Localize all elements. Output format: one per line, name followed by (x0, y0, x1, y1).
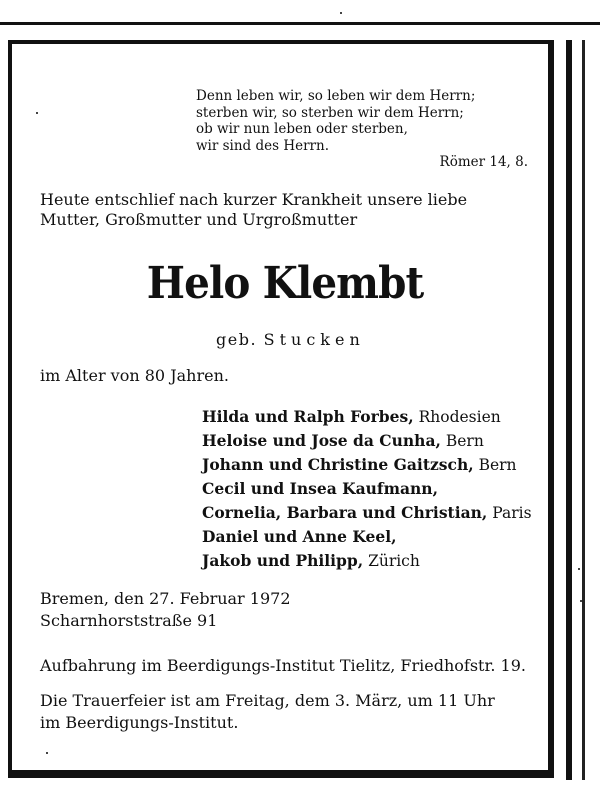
mourner-names: Johann und Christine Gaitzsch, (202, 455, 474, 474)
place-and-date (40, 588, 291, 632)
verse-line: wir sind des Herrn. (196, 137, 329, 154)
mourner-entry (202, 525, 532, 549)
verse-line: ob wir nun leben oder sterben, (196, 121, 408, 137)
mourner-entry (202, 549, 532, 573)
deceased-name: Helo Klembt (146, 258, 424, 309)
service-line-1: Die Trauerfeier ist am Freitag, dem 3. März, um 11 Uhr (40, 691, 495, 710)
bible-verse (196, 88, 532, 170)
scan-speck (578, 568, 580, 570)
mourner-place: Bern (445, 432, 484, 450)
mourner-entry (202, 429, 532, 453)
scan-speck (580, 600, 582, 602)
mourner-names: Cecil und Insea Kaufmann, (202, 479, 438, 498)
mourner-entry (202, 405, 532, 429)
scan-speck (36, 112, 38, 114)
date-line: Bremen, den 27. Februar 1972 (40, 589, 291, 608)
verse-line: sterben wir, so sterben wir dem Herrn; (196, 104, 464, 121)
maiden-name-line (216, 330, 365, 349)
mourner-names: Daniel und Anne Keel, (202, 527, 397, 546)
adjacent-column-edge (566, 40, 572, 780)
mourner-names: Jakob und Philipp, (202, 551, 364, 570)
address-line: Scharnhorststraße 91 (40, 611, 218, 630)
top-border-rule (0, 22, 600, 25)
age-line: im Alter von 80 Jahren. (40, 366, 229, 385)
mourner-entry (202, 453, 532, 477)
mourner-entry (202, 501, 532, 525)
announcement-line-2: Mutter, Großmutter und Urgroßmutter (40, 210, 358, 229)
mourner-entry (202, 477, 532, 501)
mourner-place: Rhodesien (418, 408, 501, 426)
adjacent-column-edge-secondary (582, 40, 585, 780)
maiden-name: Stucken (263, 330, 365, 349)
mourner-place: Paris (492, 504, 532, 522)
announcement-line-1: Heute entschlief nach kurzer Krankheit unsere liebe (40, 190, 468, 209)
mourner-names: Cornelia, Barbara und Christian, (202, 503, 488, 522)
mourner-place: Bern (478, 456, 517, 474)
service-line-2: im Beerdigungs-Institut. (40, 713, 239, 732)
verse-line: Denn leben wir, so leben wir dem Herrn; (196, 88, 476, 104)
maiden-prefix: geb. (216, 330, 258, 349)
mourner-place: Zürich (368, 552, 420, 570)
service-notice (40, 690, 495, 734)
scan-speck (46, 752, 48, 754)
mourner-names: Hilda und Ralph Forbes, (202, 407, 414, 426)
verse-reference: Römer 14, 8. (439, 154, 528, 170)
mourner-names: Heloise und Jose da Cunha, (202, 431, 441, 450)
death-announcement (40, 190, 530, 230)
viewing-notice: Aufbahrung im Beerdigungs-Institut Tielitz, Friedhofstr. 19. (40, 656, 526, 675)
scan-speck (340, 12, 342, 14)
mourners-list (202, 405, 532, 573)
